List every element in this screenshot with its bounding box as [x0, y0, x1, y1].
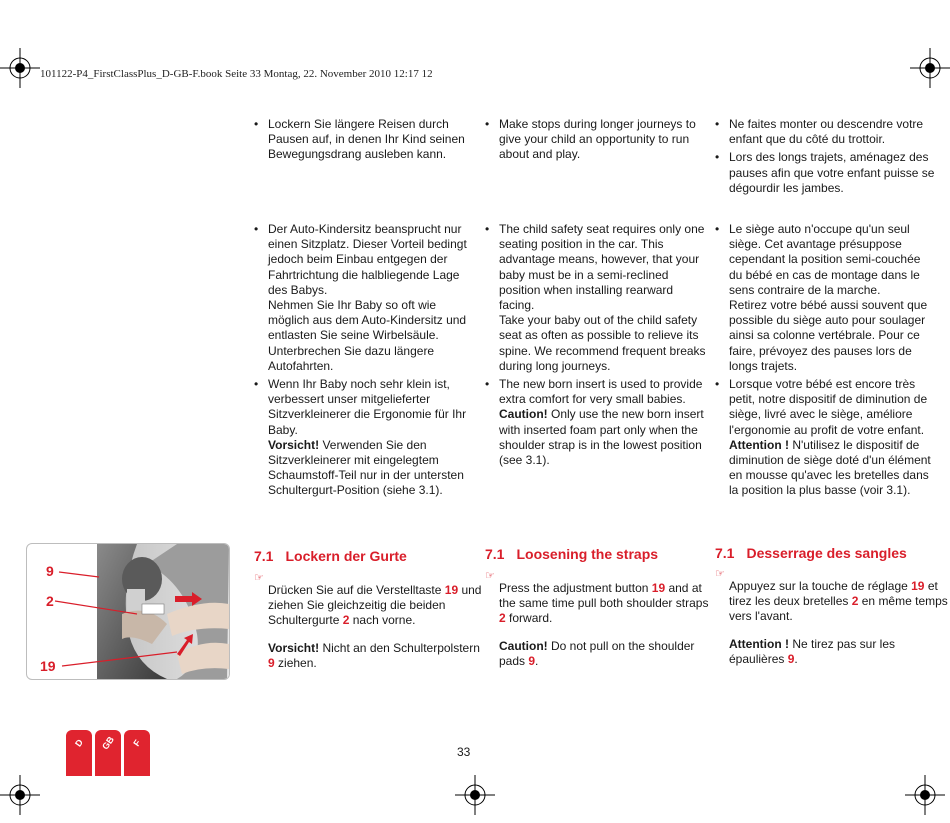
section-title-fr — [715, 545, 907, 561]
text-run: ziehen. — [274, 655, 317, 670]
paragraph: Retirez votre bébé aussi souvent que possible du siège auto pour soulager ainsi sa colonne vertébrale. Pour ce faire, prévoyez des pauses lors de longs trajets. — [729, 298, 928, 373]
ref-number: 19 — [444, 583, 459, 597]
text-run: Appuyez sur la touche de réglage — [729, 579, 912, 593]
ref-number: 19 — [911, 579, 925, 593]
hand-pointer-arrow-icon: ☞ — [254, 572, 264, 584]
language-tab-gb — [95, 730, 121, 776]
text-run: und ziehen Sie gleichzeitig die beiden Schultergurte — [268, 583, 482, 628]
ref-number: 2 — [342, 613, 350, 628]
caution-text: Verwenden Sie den Sitzverkleinerer mit eingelegtem Schaumstoff-Teil nur in der untersten Schultergurt-Position (siehe 3.1). — [268, 437, 464, 498]
text-run: Nicht an den Schulterpolstern — [319, 640, 480, 655]
fr-seat-info-column — [715, 222, 937, 502]
en-tips-column — [485, 117, 707, 166]
instruction-text — [729, 579, 949, 625]
page-number: 33 — [457, 745, 471, 759]
ref-number: 9 — [787, 651, 795, 666]
caution-paragraph — [499, 639, 717, 669]
text-run: nach vorne. — [349, 613, 416, 628]
registration-mark-top-right-icon — [910, 48, 950, 88]
callout-9: 9 — [46, 563, 54, 579]
paragraph: • Le siège auto n'occupe qu'un seul siège. Cet avantage présuppose cependant la position semi-couchée du bébé en cas de montage dans le sens contraire de la marche. — [729, 222, 921, 297]
hand-pointer-arrow-icon: ☞ — [715, 568, 725, 580]
text-run: Ne tirez pas sur les épaulières — [729, 636, 896, 666]
list-item — [254, 377, 474, 499]
caution-label: Vorsicht! — [268, 640, 320, 655]
caution-label: Attention ! — [729, 437, 789, 452]
list-item: • Lockern Sie längere Reisen durch Pausen auf, in denen Ihr Kind seinen Bewegungsdrang ausleben kann. — [254, 117, 474, 163]
tab-label: F — [131, 737, 143, 749]
list-item: • Lors des longs trajets, aménagez des pauses afin que votre enfant puisse se dégourdir les jambes. — [715, 150, 937, 196]
paragraph: Take your baby out of the child safety seat as often as possible to relieve its spine. We recommend frequent breaks during long journeys. — [499, 313, 706, 373]
caution-paragraph — [268, 438, 474, 499]
caution-text: Only use the new born insert with inserted foam part only when the shoulder strap is in the lowest position (see 3.1). — [499, 407, 704, 468]
caution-paragraph — [729, 637, 949, 667]
text-run: Drücken Sie auf die Verstelltaste — [268, 583, 445, 597]
section-number: 7.1 — [254, 548, 274, 564]
text-run: Press the adjustment button — [499, 581, 652, 595]
paragraph: • Wenn Ihr Baby noch sehr klein ist, verbessert unser mitgelieferter Sitzverkleinerer die Ergonomie für Ihr Baby. — [268, 377, 467, 437]
tab-label: D — [73, 737, 85, 749]
ref-number: 2 — [499, 611, 506, 626]
caution-paragraph — [499, 407, 707, 468]
section-heading: Desserrage des sangles — [746, 545, 907, 561]
paragraph: • Der Auto-Kindersitz beansprucht nur einen Sitzplatz. Dieser Vorteil bedingt jedoch beim Einbau entgegen der Fahrtrichtung die halbliegende Lage des Babys. — [268, 222, 467, 297]
registration-mark-bottom-center-icon — [455, 775, 495, 815]
ref-number: 9 — [528, 653, 536, 668]
instruction-text — [268, 583, 484, 629]
paragraph: • The new born insert is used to provide extra comfort for very small babies. — [499, 377, 703, 407]
registration-mark-bottom-right-icon — [905, 775, 945, 815]
print-file-info: 101122-P4_FirstClassPlus_D-GB-F.book Seite 33 Montag, 22. November 2010 12:17 12 — [40, 68, 433, 80]
text-run: en même temps vers l'avant. — [729, 594, 948, 624]
tab-label: GB — [100, 734, 116, 752]
caution-label: Vorsicht! — [268, 437, 320, 452]
text-run: and at the same time pull both shoulder straps — [499, 581, 709, 611]
section-body-fr — [715, 567, 949, 679]
caution-label: Attention ! — [729, 636, 789, 651]
text-run: Do not pull on the shoulder pads — [499, 638, 695, 668]
section-body-de — [254, 571, 484, 683]
callout-2: 2 — [46, 593, 54, 609]
caution-paragraph — [268, 641, 484, 671]
list-item — [485, 222, 707, 374]
section-body-en — [485, 569, 717, 681]
strap-loosening-photo — [26, 543, 230, 680]
de-tips-column — [254, 117, 474, 166]
list-item: • Make stops during longer journeys to give your child an opportunity to run about and play. — [485, 117, 707, 163]
list-item — [715, 222, 937, 374]
section-title-de — [254, 548, 407, 564]
text-run: et tirez les deux bretelles — [729, 579, 938, 609]
ref-number: 19 — [651, 581, 666, 595]
paragraph: • Lorsque votre bébé est encore très petit, notre dispositif de diminution de siège, livré avec le siège, améliore l'ergonomie au profit de votre enfant. — [729, 377, 928, 437]
de-seat-info-column — [254, 222, 474, 502]
instruction-text — [499, 581, 717, 627]
section-heading: Lockern der Gurte — [285, 548, 407, 564]
paragraph: • The child safety seat requires only one seating position in the car. This advantage means, however, that your baby must be in a semi-reclined position when installing rearward facing. — [499, 222, 705, 313]
registration-mark-top-left-icon — [0, 48, 40, 88]
caution-paragraph — [729, 438, 937, 499]
ref-number: 2 — [851, 594, 859, 609]
section-number: 7.1 — [485, 546, 505, 562]
text-run: . — [794, 651, 798, 666]
language-tab-f — [124, 730, 150, 776]
ref-number: 9 — [268, 655, 275, 670]
car-seat-illustration — [27, 544, 229, 679]
registration-mark-bottom-left-icon — [0, 775, 40, 815]
list-item — [485, 377, 707, 468]
caution-text: N'utilisez le dispositif de diminution de siège doté d'un élément en mousse qu'avec les bretelles dans la position la plus basse (voir 3.1). — [729, 437, 931, 498]
section-number: 7.1 — [715, 545, 735, 561]
caution-label: Caution! — [499, 638, 548, 653]
list-item: • Ne faites monter ou descendre votre enfant que du côté du trottoir. — [715, 117, 937, 147]
paragraph: Nehmen Sie Ihr Baby so oft wie möglich aus dem Auto-Kindersitz und entlasten Sie seine Wirbelsäule. Unterbrechen Sie dazu längere Autofahrten. — [268, 298, 467, 373]
caution-label: Caution! — [499, 407, 548, 422]
language-tab-d — [66, 730, 92, 776]
section-title-en — [485, 546, 658, 562]
fr-tips-column — [715, 117, 937, 199]
en-seat-info-column — [485, 222, 707, 471]
list-item — [715, 377, 937, 499]
list-item — [254, 222, 474, 374]
hand-pointer-arrow-icon: ☞ — [485, 570, 495, 582]
text-run: forward. — [505, 611, 553, 626]
text-run: . — [535, 653, 539, 668]
callout-19: 19 — [40, 658, 56, 674]
section-heading: Loosening the straps — [516, 546, 659, 562]
